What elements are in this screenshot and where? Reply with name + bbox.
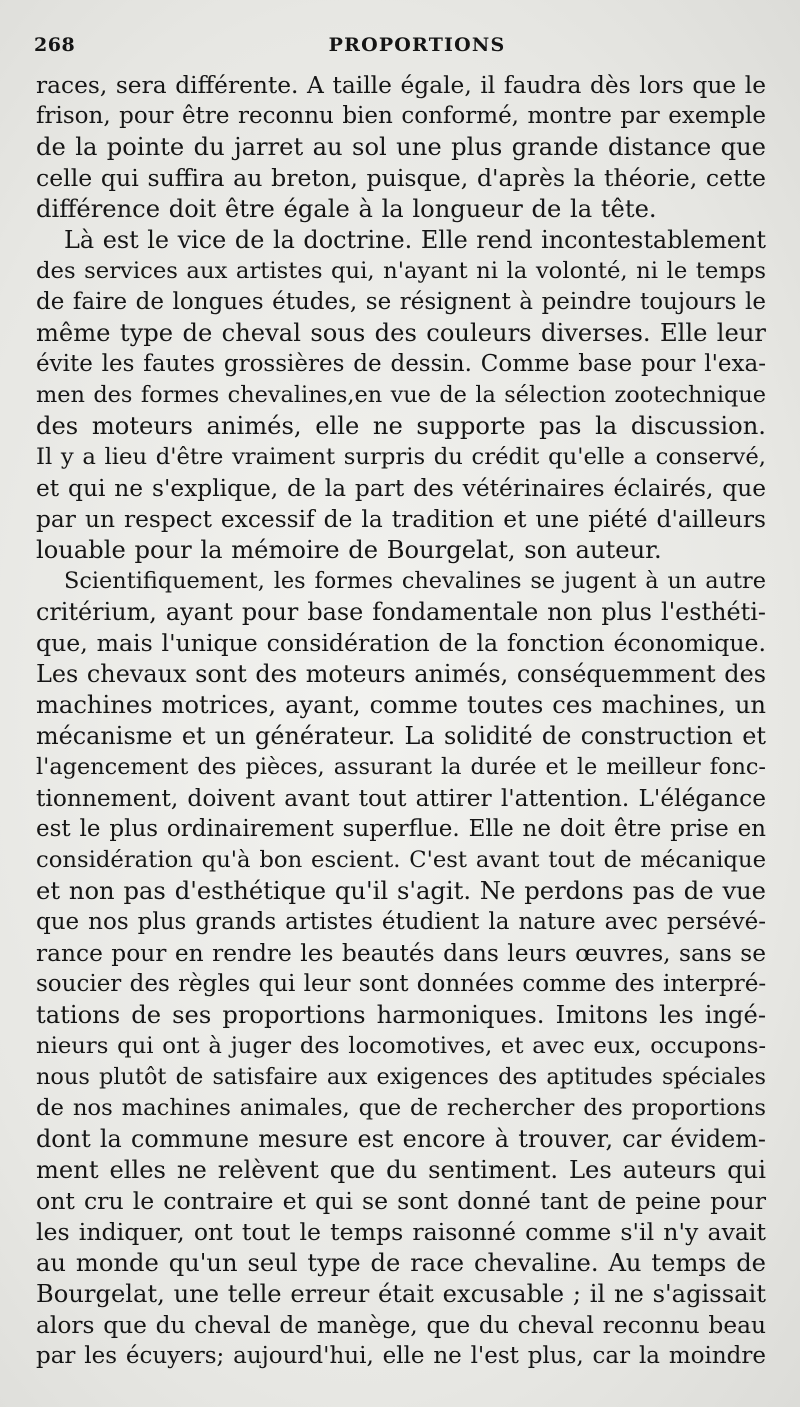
text-line: mécanisme et un générateur. La solidité de construction et (36, 722, 766, 750)
text-line: tations de ses proportions harmoniques. Imitons les ingé- (36, 1001, 766, 1029)
text-line: critérium, ayant pour base fondamentale non plus l'esthéti- (36, 598, 766, 626)
body-text (36, 70, 766, 1372)
text-line: nieurs qui ont à juger des locomotives, et avec eux, occupons- (36, 1033, 766, 1059)
text-line: de faire de longues études, se résignent à peindre toujours le (36, 289, 766, 315)
text-line: Les chevaux sont des moteurs animés, conséquemment des (36, 660, 766, 688)
text-line: de la pointe du jarret au sol une plus grande distance que (36, 133, 766, 161)
running-title: PROPORTIONS (328, 34, 506, 56)
text-line: alors que du cheval de manège, que du cheval reconnu beau (36, 1312, 766, 1339)
text-line: rance pour en rendre les beautés dans leurs œuvres, sans se (36, 940, 766, 967)
text-line: l'agencement des pièces, assurant la durée et le meilleur fonc- (36, 754, 766, 780)
text-line: au monde qu'un seul type de race chevaline. Au temps de (36, 1249, 766, 1277)
text-line: évite les fautes grossières de dessin. Comme base pour l'exa- (36, 351, 766, 377)
text-line: dont la commune mesure est encore à trouver, car évidem- (36, 1125, 766, 1153)
text-line: Bourgelat, une telle erreur était excusable ; il ne s'agissait (36, 1280, 766, 1308)
text-line: et qui ne s'explique, de la part des vétérinaires éclairés, que (36, 475, 766, 502)
text-line: est le plus ordinairement superflue. Elle ne doit être prise en (36, 816, 766, 842)
text-line: louable pour la mémoire de Bourgelat, son auteur. (36, 536, 662, 564)
text-line: frison, pour être reconnu bien conformé, montre par exemple (36, 103, 766, 129)
text-line: ment elles ne relèvent que du sentiment. Les auteurs qui (36, 1156, 766, 1184)
text-line: les indiquer, ont tout le temps raisonné comme s'il n'y avait (36, 1218, 766, 1246)
text-line: ont cru le contraire et qui se sont donné tant de peine pour (36, 1187, 766, 1215)
text-line: celle qui suffira au breton, puisque, d'après la théorie, cette (36, 164, 766, 192)
text-line: men des formes chevalines,en vue de la sélection zootechnique (36, 382, 766, 408)
text-line: même type de cheval sous des couleurs diverses. Elle leur (36, 319, 766, 347)
text-line: considération qu'à bon escient. C'est avant tout de mécanique (36, 847, 766, 873)
text-line: différence doit être égale à la longueur de la tête. (36, 195, 657, 223)
text-line: soucier des règles qui leur sont données comme des interpré- (36, 971, 767, 997)
text-line: que nos plus grands artistes étudient la nature avec persévé- (36, 909, 766, 935)
text-line: nous plutôt de satisfaire aux exigences des aptitudes spéciales (36, 1064, 766, 1090)
text-line: des moteurs animés, elle ne supporte pas la discussion. (36, 412, 766, 440)
text-line: et non pas d'esthétique qu'il s'agit. Ne perdons pas de vue (36, 877, 766, 905)
text-line: races, sera différente. A taille égale, il faudra dès lors que le (36, 72, 766, 99)
text-line: des services aux artistes qui, n'ayant ni la volonté, ni le temps (36, 258, 766, 284)
page-number: 268 (34, 34, 76, 56)
text-line: que, mais l'unique considération de la fonction économique. (36, 629, 766, 657)
running-head (34, 34, 760, 62)
text-line: par les écuyers; aujourd'hui, elle ne l'est plus, car la moindre (36, 1343, 766, 1369)
text-line: machines motrices, ayant, comme toutes ces machines, un (36, 691, 766, 719)
text-line: Là est le vice de la doctrine. Elle rend incontestablement (64, 226, 767, 254)
text-line: par un respect excessif de la tradition et une piété d'ailleurs (36, 506, 766, 533)
text-line: Il y a lieu d'être vraiment surpris du crédit qu'elle a conservé, (36, 444, 766, 470)
text-line: tionnement, doivent avant tout attirer l'attention. L'élégance (36, 785, 766, 812)
text-line: Scientifiquement, les formes chevalines se jugent à un autre (64, 568, 766, 594)
text-line: de nos machines animales, que de rechercher des proportions (36, 1095, 766, 1121)
